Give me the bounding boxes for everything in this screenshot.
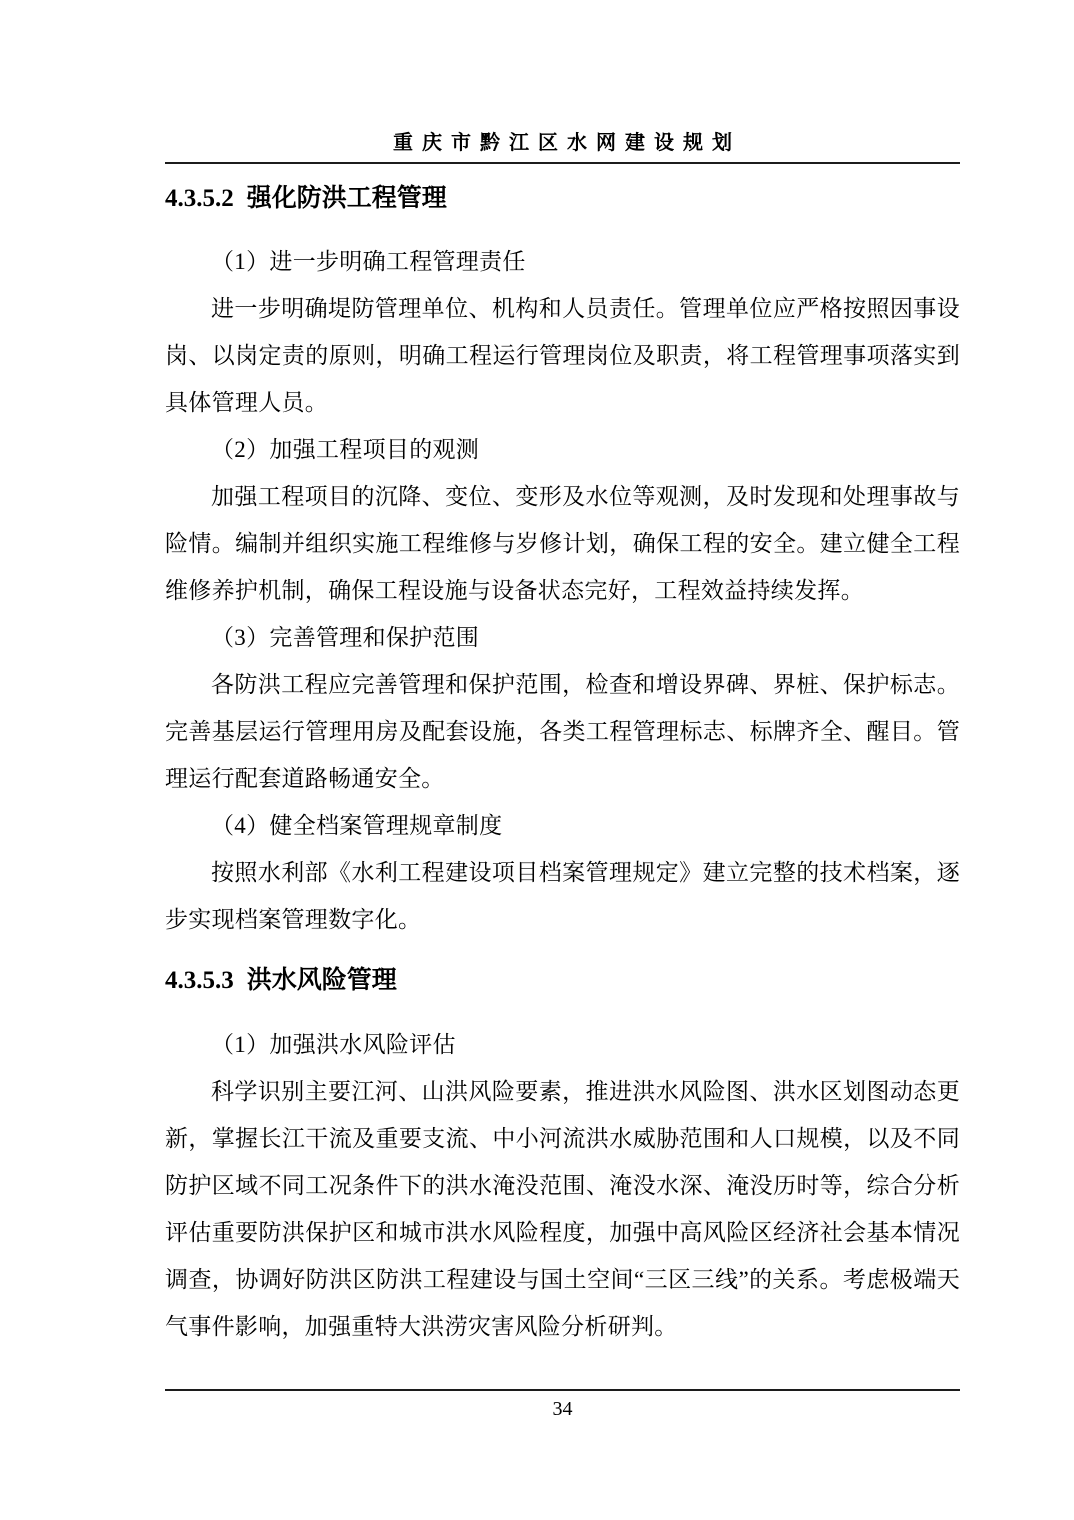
paragraph: 各防洪工程应完善管理和保护范围，检查和增设界碑、界桩、保护标志。完善基层运行管理用房及配套设施，各类工程管理标志、标牌齐全、醒目。管理运行配套道路畅通安全。 (165, 672, 960, 791)
footer-rule (165, 1389, 960, 1391)
page-header (165, 0, 960, 164)
section-heading-title: 洪水风险管理 (246, 966, 397, 994)
subheading: （1）加强洪水风险评估 (211, 1032, 456, 1057)
section-heading-number: 4.3.5.2 (165, 185, 234, 212)
page-footer (165, 1389, 960, 1420)
section-heading-title: 强化防洪工程管理 (246, 184, 447, 212)
section-heading-number: 4.3.5.3 (165, 967, 234, 994)
subheading: （2）加强工程项目的观测 (211, 437, 480, 462)
subheading: （3）完善管理和保护范围 (211, 625, 480, 650)
header-rule (165, 162, 960, 164)
page-number: 34 (552, 1398, 573, 1420)
paragraph: 加强工程项目的沉降、变位、变形及水位等观测，及时发现和处理事故与险情。编制并组织实施工程维修与岁修计划，确保工程的安全。建立健全工程维修养护机制，确保工程设施与设备状态完好，工程效益持续发挥。 (165, 484, 960, 603)
section-heading-4-3-5-3 (165, 965, 960, 996)
paragraph: 进一步明确堤防管理单位、机构和人员责任。管理单位应严格按照因事设岗、以岗定责的原则，明确工程运行管理岗位及职责，将工程管理事项落实到具体管理人员。 (165, 296, 960, 415)
paragraph: 科学识别主要江河、山洪风险要素，推进洪水风险图、洪水区划图动态更新，掌握长江干流及重要支流、中小河流洪水威胁范围和人口规模，以及不同防护区域不同工况条件下的洪水淹没范围、淹没水深、淹没历时等，综合分析评估重要防洪保护区和城市洪水风险程度，加强中高风险区经济社会基本情况调查，协调好防洪区防洪工程建设与国土空间“三区三线”的关系。考虑极端天气事件影响，加强重特大洪涝灾害风险分析研判。 (165, 1079, 960, 1339)
section-body-4-3-5-3 (165, 1021, 960, 1350)
paragraph: 按照水利部《水利工程建设项目档案管理规定》建立完整的技术档案，逐步实现档案管理数字化。 (165, 860, 960, 932)
header-title: 重庆市黔江区水网建设规划 (393, 132, 741, 154)
subheading: （4）健全档案管理规章制度 (211, 813, 503, 838)
section-heading-4-3-5-2 (165, 183, 960, 214)
section-body-4-3-5-2 (165, 238, 960, 943)
subheading: （1）进一步明确工程管理责任 (211, 249, 526, 274)
